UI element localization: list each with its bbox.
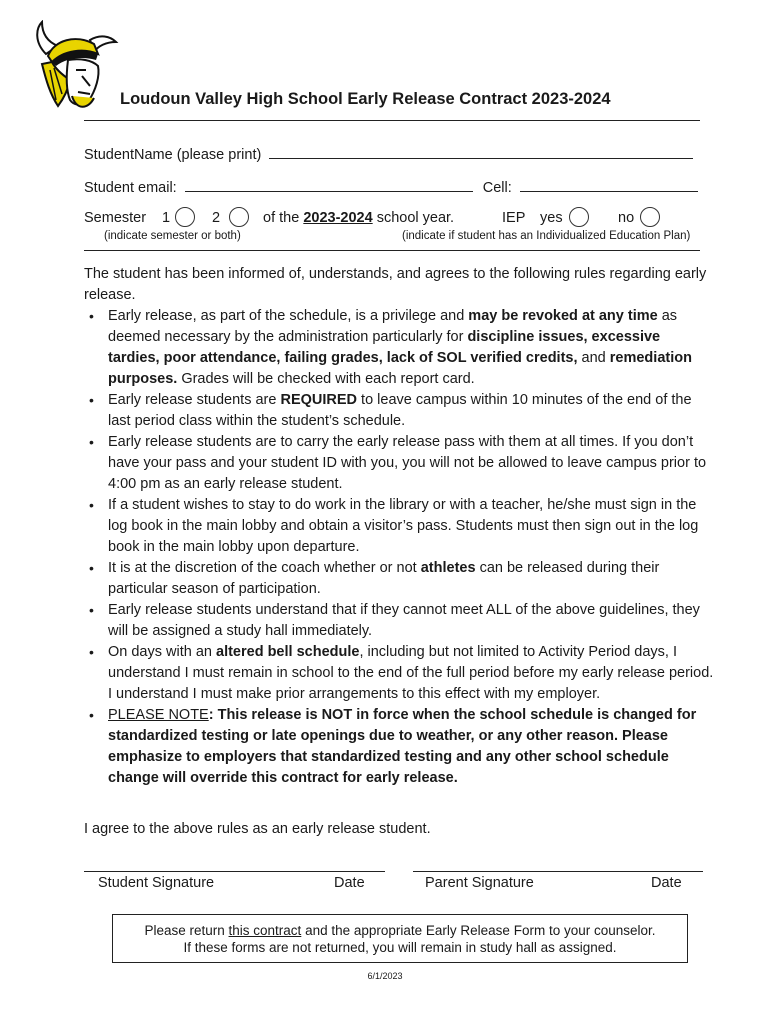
student-email-row — [84, 177, 698, 196]
footer-date: 6/1/2023 — [367, 971, 403, 981]
student-email-label: Student email: — [84, 180, 177, 196]
cell-field[interactable] — [520, 177, 698, 192]
iep-no-label: no — [618, 210, 635, 226]
semester-label: Semester — [84, 210, 147, 226]
school-year-suffix: school year. — [376, 210, 455, 226]
cell-label: Cell: — [482, 180, 512, 196]
rule-item: • Early release students understand that if they cannot meet ALL of the above guidelines, they will be assigned a study hall immediately. — [84, 600, 714, 642]
semester-1-label: 1 — [162, 210, 171, 226]
school-year-value: 2023-2024 — [303, 210, 373, 226]
rule-item: • It is at the discretion of the coach whether or not athletes can be released during their particular season of participation. — [84, 558, 714, 600]
semester-2-checkbox[interactable] — [229, 207, 249, 227]
notice-line-1: Please return this contract and the appropriate Early Release Form to your counselor. — [144, 923, 656, 938]
student-signature-label: Student Signature — [98, 875, 215, 891]
iep-hint: (indicate if student has an Individualized Education Plan) — [402, 230, 691, 242]
semester-2-label: 2 — [212, 210, 221, 226]
student-signature-line[interactable] — [84, 871, 385, 872]
rule-item: • Early release, as part of the schedule, is a privilege and may be revoked at any time as deemed necessary by the administration particularly for discipline issues, excessive tardies, poor attendance, failing grades, lack of SOL verified credits, and remediation purposes. Grades will be checked with each report card. — [84, 306, 714, 390]
student-name-row — [84, 144, 693, 163]
rule-item-note: • PLEASE NOTE: This release is NOT in force when the school schedule is changed for standardized testing or late openings due to weather, or any other reason. Please emphasize to employers that standardized testing and any other school schedule change will override this contract for early release. — [84, 705, 714, 789]
parent-signature-line[interactable] — [413, 871, 703, 872]
return-notice-box — [112, 914, 688, 963]
rule-item: • On days with an altered bell schedule, including but not limited to Activity Period days, I understand I must remain in school to the end of the full period before my early release period. I understand I must make prior arrangements to this effect with my employer. — [84, 642, 714, 705]
student-email-field[interactable] — [185, 177, 473, 192]
school-year-text — [263, 210, 454, 226]
agreement-text: I agree to the above rules as an early release student. — [84, 821, 431, 837]
rule-item: • If a student wishes to stay to do work in the library or with a teacher, he/she must sign in the log book in the main lobby and obtain a visitor’s pass. Students must then sign out in the log book in the main lobby upon departure. — [84, 495, 714, 558]
iep-no-checkbox[interactable] — [640, 207, 660, 227]
notice-line-2: If these forms are not returned, you will remain in study hall as assigned. — [183, 940, 617, 955]
student-name-field[interactable] — [269, 144, 693, 159]
form-divider — [84, 250, 700, 251]
parent-date-label: Date — [651, 875, 682, 891]
student-name-label: StudentName (please print) — [84, 147, 262, 163]
semester-1-checkbox[interactable] — [175, 207, 195, 227]
iep-yes-checkbox[interactable] — [569, 207, 589, 227]
of-the-text: of the — [263, 210, 300, 226]
semester-hint: (indicate semester or both) — [104, 230, 241, 242]
page-title: Loudoun Valley High School Early Release Contract 2023-2024 — [120, 90, 611, 108]
rules-section — [84, 264, 714, 789]
student-date-label: Date — [334, 875, 365, 891]
iep-label: IEP — [502, 210, 526, 226]
iep-yes-label: yes — [540, 210, 563, 226]
parent-signature-label: Parent Signature — [425, 875, 534, 891]
title-divider — [84, 120, 700, 121]
intro-text: The student has been informed of, understands, and agrees to the following rules regarding early release. — [84, 266, 707, 303]
rule-item: • Early release students are REQUIRED to leave campus within 10 minutes of the end of the last period class within the student’s schedule. — [84, 390, 714, 432]
viking-mascot-logo — [28, 20, 120, 112]
rule-item: • Early release students are to carry the early release pass with them at all times. If you don’t have your pass and your student ID with you, you will not be allowed to leave campus prior to 4:00 pm as an early release student. — [84, 432, 714, 495]
